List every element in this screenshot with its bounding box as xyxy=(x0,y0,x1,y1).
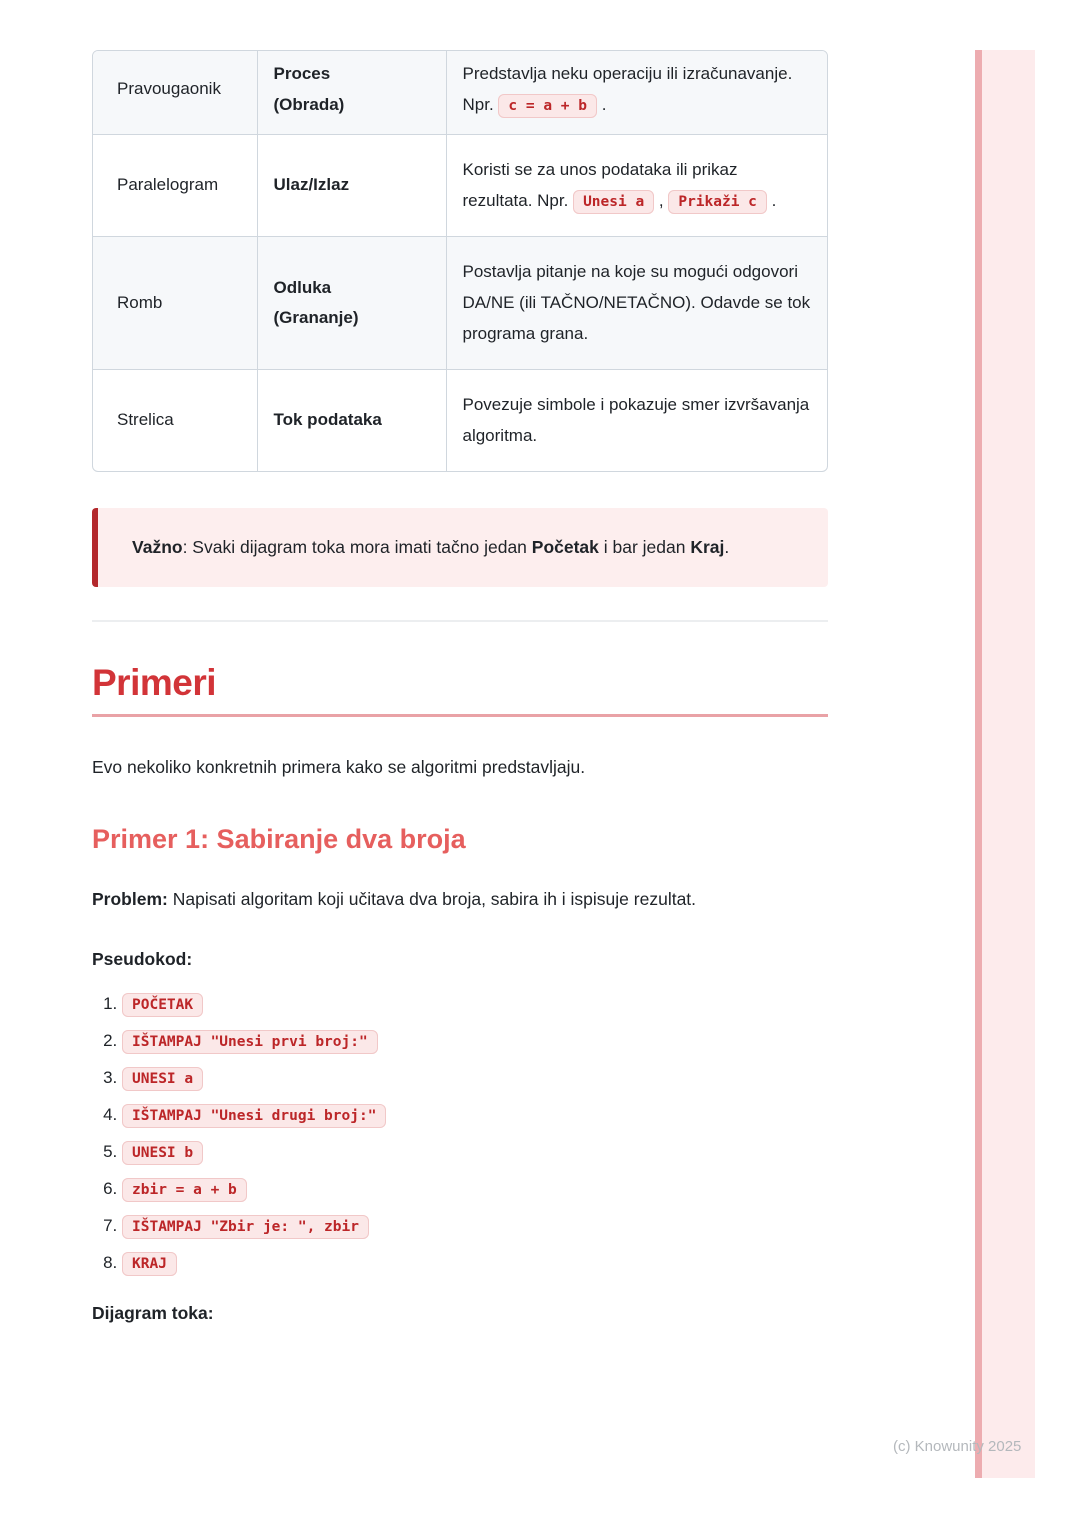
subsection-heading-primer1: Primer 1: Sabiranje dva broja xyxy=(92,824,466,855)
callout-label: Važno xyxy=(132,537,183,558)
inline-code: KRAJ xyxy=(122,1252,177,1276)
callout-bold-kraj: Kraj xyxy=(690,537,725,558)
section-divider xyxy=(92,620,828,622)
problem-text: Napisati algoritam koji učitava dva broja, sabira ih i ispisuje rezultat. xyxy=(167,889,697,910)
callout-text: : Svaki dijagram toka mora imati tačno jedan xyxy=(182,537,532,558)
description-text: , xyxy=(654,190,669,210)
pseudocode-list xyxy=(92,994,828,1273)
intro-paragraph: Evo nekoliko konkretnih primera kako se algoritmi predstavljaju. xyxy=(92,756,586,777)
inline-code: IŠTAMPAJ "Unesi prvi broj:" xyxy=(122,1030,378,1054)
description-text: Predstavlja neku operaciju ili izračunavanje. Npr. xyxy=(462,64,793,114)
pseudocode-step xyxy=(122,1031,828,1051)
pseudocode-step xyxy=(122,1253,828,1273)
table-row xyxy=(93,237,827,370)
description-text: . xyxy=(596,94,607,114)
symbol-meaning-text: Tok podataka xyxy=(273,410,382,430)
document-page xyxy=(92,0,828,1324)
callout-text: . xyxy=(724,537,730,558)
symbol-description-cell xyxy=(446,237,827,370)
inline-code: UNESI b xyxy=(122,1141,203,1165)
symbol-shape-cell: Romb xyxy=(93,237,257,370)
symbol-description-cell xyxy=(446,51,827,135)
flowchart-symbols-table xyxy=(92,50,828,472)
symbol-meaning-cell xyxy=(257,51,446,135)
symbol-meaning-cell xyxy=(257,370,446,472)
symbol-meaning-cell xyxy=(257,237,446,370)
callout-bold-pocetak: Početak xyxy=(531,537,599,558)
description-text: Povezuje simbole i pokazuje smer izvršavanja algoritma. xyxy=(462,395,810,445)
inline-code: Unesi a xyxy=(573,190,654,214)
description-text: . xyxy=(766,190,777,210)
section-heading-primeri: Primeri xyxy=(92,662,828,717)
symbol-description-cell xyxy=(446,135,827,237)
symbol-meaning-text: Odluka (Grananje) xyxy=(273,277,359,328)
symbol-shape-cell: Strelica xyxy=(93,370,257,472)
inline-code: Prikaži c xyxy=(668,190,767,214)
pseudocode-step xyxy=(122,1105,828,1125)
pseudocode-step xyxy=(122,1068,828,1088)
symbol-meaning-cell xyxy=(257,135,446,237)
inline-code: IŠTAMPAJ "Zbir je: ", zbir xyxy=(122,1215,369,1239)
symbol-meaning-text: Proces (Obrada) xyxy=(273,64,345,114)
copyright-footer: (c) Knowunity 2025 xyxy=(893,1438,1022,1455)
inline-code: UNESI a xyxy=(122,1067,203,1091)
pseudocode-step xyxy=(122,1142,828,1162)
table-row xyxy=(93,370,827,472)
pseudocode-label: Pseudokod: xyxy=(92,949,193,970)
problem-paragraph xyxy=(92,885,828,915)
inline-code: POČETAK xyxy=(122,993,203,1017)
symbol-description-cell xyxy=(446,370,827,472)
important-callout xyxy=(92,508,828,586)
inline-code: c = a + b xyxy=(498,94,597,118)
table-row xyxy=(93,51,827,135)
table-row xyxy=(93,135,827,237)
symbol-shape-cell: Pravougaonik xyxy=(117,79,221,99)
pseudocode-step xyxy=(122,994,828,1014)
problem-label: Problem: xyxy=(92,889,168,910)
inline-code: IŠTAMPAJ "Unesi drugi broj:" xyxy=(122,1104,386,1128)
inline-code: zbir = a + b xyxy=(122,1178,247,1202)
flowchart-label: Dijagram toka: xyxy=(92,1303,214,1324)
description-text: Koristi se za unos podataka ili prikaz rezultata. Npr. xyxy=(462,160,738,210)
symbol-shape-cell: Paralelogram xyxy=(93,135,257,237)
description-text: Postavlja pitanje na koje su mogući odgovori DA/NE (ili TAČNO/NETAČNO). Odavde se tok programa grana. xyxy=(462,262,811,343)
callout-text: i bar jedan xyxy=(598,537,691,558)
symbol-meaning-text: Ulaz/Izlaz xyxy=(273,175,350,195)
pseudocode-step xyxy=(122,1216,828,1236)
side-ribbon xyxy=(975,50,1035,1478)
pseudocode-step xyxy=(122,1179,828,1199)
